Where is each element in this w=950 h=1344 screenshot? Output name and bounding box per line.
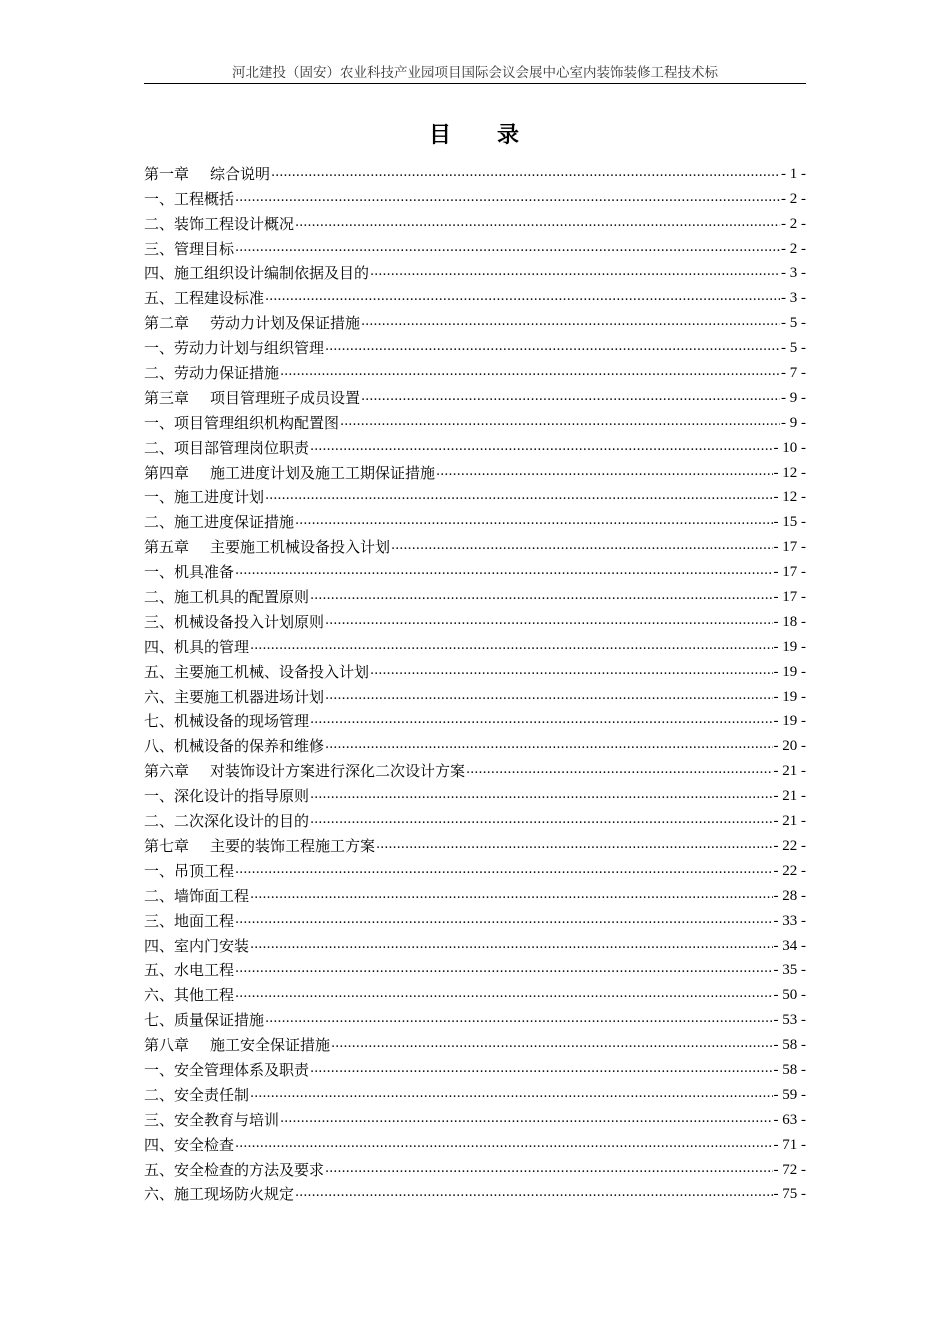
toc-section-entry[interactable] xyxy=(144,1131,806,1156)
toc-entry-label xyxy=(144,1183,294,1205)
toc-chapter-entry[interactable] xyxy=(144,757,806,782)
toc-section-entry[interactable] xyxy=(144,558,806,583)
toc-entry-label xyxy=(144,636,249,658)
dot-leader xyxy=(310,586,772,606)
toc-entry-text: 七、质量保证措施 xyxy=(144,1011,265,1030)
toc-entry-text: 主要的装饰工程施工方案 xyxy=(210,836,376,855)
toc-section-entry[interactable] xyxy=(144,359,806,384)
toc-entry-text: 综合说明 xyxy=(210,164,271,183)
dot-leader xyxy=(235,561,772,581)
toc-entry-label xyxy=(144,511,294,533)
toc-page-number: - 28 - xyxy=(773,887,806,904)
toc-chapter-number: 第四章 xyxy=(144,463,190,482)
toc-section-entry[interactable] xyxy=(144,185,806,210)
dot-leader xyxy=(295,511,772,531)
toc-chapter-number: 第一章 xyxy=(144,164,190,183)
dot-leader xyxy=(391,536,772,556)
toc-entry-text: 三、管理目标 xyxy=(144,239,235,258)
header-rule xyxy=(144,83,806,84)
toc-section-entry[interactable] xyxy=(144,260,806,285)
toc-section-entry[interactable] xyxy=(144,708,806,733)
dot-leader xyxy=(436,462,772,482)
dot-leader xyxy=(235,238,780,258)
toc-chapter-number: 第六章 xyxy=(144,762,190,781)
toc-entry-text: 五、安全检查的方法及要求 xyxy=(144,1160,325,1179)
toc-section-entry[interactable] xyxy=(144,683,806,708)
toc-chapter-entry[interactable] xyxy=(144,384,806,409)
dot-leader xyxy=(325,735,772,755)
toc-page-number: - 19 - xyxy=(773,663,806,680)
toc-entry-text: 三、机械设备投入计划原则 xyxy=(144,612,325,631)
toc-entry-text: 二、项目部管理岗位职责 xyxy=(144,438,310,457)
toc-page-number: - 9 - xyxy=(781,389,806,406)
dot-leader xyxy=(265,1009,772,1029)
dot-leader xyxy=(250,636,772,656)
toc-section-entry[interactable] xyxy=(144,1081,806,1106)
toc-page-number: - 21 - xyxy=(773,813,806,830)
toc-entry-label xyxy=(144,910,234,932)
toc-section-entry[interactable] xyxy=(144,608,806,633)
toc-section-entry[interactable] xyxy=(144,882,806,907)
toc-page-number: - 58 - xyxy=(773,1061,806,1078)
toc-entry-text: 施工进度计划及施工工期保证措施 xyxy=(210,463,436,482)
toc-entry-text: 六、其他工程 xyxy=(144,986,235,1005)
dot-leader xyxy=(340,412,780,432)
dot-leader xyxy=(310,785,772,805)
toc-entry-text: 二、墙饰面工程 xyxy=(144,886,250,905)
toc-entry-text: 二、劳动力保证措施 xyxy=(144,364,280,383)
toc-entry-text: 施工安全保证措施 xyxy=(210,1036,331,1055)
toc-section-entry[interactable] xyxy=(144,981,806,1006)
dot-leader xyxy=(376,835,772,855)
dot-leader xyxy=(295,1183,772,1203)
toc-page-number: - 15 - xyxy=(773,514,806,531)
toc-entry-label xyxy=(144,984,234,1006)
toc-entry-text: 主要施工机械设备投入计划 xyxy=(210,538,391,557)
toc-chapter-number: 第七章 xyxy=(144,836,190,855)
toc-page-number: - 75 - xyxy=(773,1186,806,1203)
toc-entry-label xyxy=(144,1084,249,1106)
toc-entry-label xyxy=(144,462,435,484)
toc-entry-label xyxy=(144,1134,234,1156)
toc-entry-text: 七、机械设备的现场管理 xyxy=(144,712,310,731)
toc-page-number: - 59 - xyxy=(773,1086,806,1103)
toc-chapter-number: 第八章 xyxy=(144,1036,190,1055)
toc-entry-text: 四、安全检查 xyxy=(144,1135,235,1154)
dot-leader xyxy=(361,387,780,407)
toc-entry-label xyxy=(144,586,309,608)
toc-entry-text: 三、安全教育与培训 xyxy=(144,1110,280,1129)
toc-entry-text: 二、施工进度保证措施 xyxy=(144,513,295,532)
toc-section-entry[interactable] xyxy=(144,1056,806,1081)
dot-leader xyxy=(310,1059,772,1079)
toc-page-number: - 22 - xyxy=(773,862,806,879)
toc-entry-text: 五、工程建设标准 xyxy=(144,289,265,308)
toc-entry-label xyxy=(144,661,369,683)
dot-leader xyxy=(325,686,772,706)
toc-entry-text: 一、深化设计的指导原则 xyxy=(144,787,310,806)
toc-entry-text: 二、安全责任制 xyxy=(144,1085,250,1104)
toc-section-entry[interactable] xyxy=(144,1106,806,1131)
dot-leader xyxy=(295,213,780,233)
toc-section-entry[interactable] xyxy=(144,957,806,982)
toc-page-number: - 3 - xyxy=(781,290,806,307)
dot-leader xyxy=(325,337,780,357)
toc-page-number: - 35 - xyxy=(773,962,806,979)
toc-page-number: - 17 - xyxy=(773,539,806,556)
toc-entry-text: 一、安全管理体系及职责 xyxy=(144,1060,310,1079)
toc-entry-label xyxy=(144,810,309,832)
toc-entry-text: 五、水电工程 xyxy=(144,961,235,980)
toc-entry-text: 二、施工机具的配置原则 xyxy=(144,588,310,607)
toc-page-number: - 19 - xyxy=(773,638,806,655)
toc-entry-text: 四、机具的管理 xyxy=(144,637,250,656)
toc-entry-label xyxy=(144,1059,309,1081)
toc-entry-text: 一、吊顶工程 xyxy=(144,861,235,880)
toc-entry-text: 二、二次深化设计的目的 xyxy=(144,812,310,831)
toc-page-number: - 2 - xyxy=(781,215,806,232)
toc-section-entry[interactable] xyxy=(144,235,806,260)
toc-chapter-number: 第二章 xyxy=(144,314,190,333)
toc-entry-label xyxy=(144,1109,279,1131)
toc-entry-text: 一、施工进度计划 xyxy=(144,488,265,507)
toc-entry-label xyxy=(144,959,234,981)
toc-page-number: - 72 - xyxy=(773,1161,806,1178)
toc-page-number: - 3 - xyxy=(781,265,806,282)
toc-chapter-entry[interactable] xyxy=(144,1031,806,1056)
dot-leader xyxy=(361,312,780,332)
dot-leader xyxy=(235,984,772,1004)
toc-page-number: - 1 - xyxy=(781,165,806,182)
toc-page-number: - 17 - xyxy=(773,589,806,606)
dot-leader xyxy=(370,661,772,681)
dot-leader xyxy=(466,760,772,780)
toc-entry-label xyxy=(144,735,324,757)
toc-section-entry[interactable] xyxy=(144,210,806,235)
toc-page-number: - 9 - xyxy=(781,414,806,431)
toc-section-entry[interactable] xyxy=(144,1181,806,1206)
toc-title-left: 目 xyxy=(428,123,453,148)
toc-entry-text: 五、主要施工机械、设备投入计划 xyxy=(144,662,370,681)
toc-entry-label xyxy=(144,935,249,957)
toc-entry-label xyxy=(144,362,279,384)
toc-page-number: - 12 - xyxy=(773,464,806,481)
toc-section-entry[interactable] xyxy=(144,1006,806,1031)
toc-entry-text: 项目管理班子成员设置 xyxy=(210,388,361,407)
toc-entry-label xyxy=(144,262,369,284)
dot-leader xyxy=(280,362,780,382)
dot-leader xyxy=(235,1134,772,1154)
toc-chapter-number: 第三章 xyxy=(144,388,190,407)
toc-section-entry[interactable] xyxy=(144,484,806,509)
toc-section-entry[interactable] xyxy=(144,907,806,932)
toc-entry-label xyxy=(144,885,249,907)
toc-entry-text: 八、机械设备的保养和维修 xyxy=(144,737,325,756)
toc-page-number: - 21 - xyxy=(773,763,806,780)
toc-page-number: - 33 - xyxy=(773,912,806,929)
toc-section-entry[interactable] xyxy=(144,782,806,807)
toc-section-entry[interactable] xyxy=(144,633,806,658)
toc-entry-text: 三、地面工程 xyxy=(144,911,235,930)
toc-chapter-entry[interactable] xyxy=(144,533,806,558)
toc-page-number: - 20 - xyxy=(773,738,806,755)
toc-entry-label xyxy=(144,163,270,185)
toc-entry-label xyxy=(144,561,234,583)
toc-entry-label xyxy=(144,213,294,235)
toc-page-number: - 18 - xyxy=(773,613,806,630)
dot-leader xyxy=(235,188,780,208)
toc-section-entry[interactable] xyxy=(144,932,806,957)
dot-leader xyxy=(265,287,780,307)
dot-leader xyxy=(250,1084,772,1104)
dot-leader xyxy=(325,1159,772,1179)
toc-section-entry[interactable] xyxy=(144,284,806,309)
dot-leader xyxy=(235,910,772,930)
toc-section-entry[interactable] xyxy=(144,807,806,832)
dot-leader xyxy=(235,959,772,979)
toc-entry-text: 四、施工组织设计编制依据及目的 xyxy=(144,264,370,283)
dot-leader xyxy=(235,860,772,880)
toc-entry-text: 二、装饰工程设计概况 xyxy=(144,214,295,233)
toc-entry-label xyxy=(144,760,465,782)
toc-entry-text: 一、工程概括 xyxy=(144,189,235,208)
dot-leader xyxy=(250,885,772,905)
toc-entry-label xyxy=(144,611,324,633)
toc-entry-text: 六、主要施工机器进场计划 xyxy=(144,687,325,706)
dot-leader xyxy=(310,710,772,730)
toc-section-entry[interactable] xyxy=(144,1156,806,1181)
toc-page-number: - 2 - xyxy=(781,240,806,257)
toc-entry-text: 劳动力计划及保证措施 xyxy=(210,314,361,333)
toc-entry-label xyxy=(144,1009,264,1031)
toc-page-number: - 5 - xyxy=(781,315,806,332)
toc-page-number: - 7 - xyxy=(781,365,806,382)
toc-page-number: - 50 - xyxy=(773,987,806,1004)
toc-entry-text: 一、项目管理组织机构配置图 xyxy=(144,413,340,432)
toc-entry-label xyxy=(144,238,234,260)
toc-section-entry[interactable] xyxy=(144,857,806,882)
toc-section-entry[interactable] xyxy=(144,658,806,683)
toc-entry-text: 一、机具准备 xyxy=(144,563,235,582)
dot-leader xyxy=(310,437,772,457)
toc-entry-label xyxy=(144,686,324,708)
dot-leader xyxy=(280,1109,772,1129)
toc-section-entry[interactable] xyxy=(144,583,806,608)
toc-chapter-entry[interactable] xyxy=(144,160,806,185)
toc-page-number: - 63 - xyxy=(773,1111,806,1128)
toc-chapter-entry[interactable] xyxy=(144,459,806,484)
dot-leader xyxy=(271,163,780,183)
toc-entry-label xyxy=(144,1159,324,1181)
dot-leader xyxy=(250,935,772,955)
toc-section-entry[interactable] xyxy=(144,334,806,359)
toc-page-number: - 19 - xyxy=(773,713,806,730)
dot-leader xyxy=(265,486,772,506)
toc-section-entry[interactable] xyxy=(144,732,806,757)
toc-entry-label xyxy=(144,287,264,309)
toc-entry-label xyxy=(144,860,234,882)
toc-entry-text: 四、室内门安装 xyxy=(144,936,250,955)
toc-page-number: - 17 - xyxy=(773,564,806,581)
toc-section-entry[interactable] xyxy=(144,508,806,533)
toc-entry-label xyxy=(144,835,375,857)
dot-leader xyxy=(331,1034,772,1054)
toc-entry-label xyxy=(144,536,390,558)
toc-section-entry[interactable] xyxy=(144,409,806,434)
toc-page-number: - 58 - xyxy=(773,1037,806,1054)
toc-entry-text: 六、施工现场防火规定 xyxy=(144,1185,295,1204)
toc-title-right: 录 xyxy=(497,123,522,148)
toc-entry-label xyxy=(144,412,339,434)
toc-page-number: - 10 - xyxy=(773,439,806,456)
toc-entry-label xyxy=(144,337,324,359)
toc-entry-label xyxy=(144,188,234,210)
toc-page-number: - 21 - xyxy=(773,788,806,805)
toc-page-number: - 34 - xyxy=(773,937,806,954)
toc-page-number: - 53 - xyxy=(773,1012,806,1029)
toc-page-number: - 19 - xyxy=(773,688,806,705)
toc-entry-label xyxy=(144,437,309,459)
toc-section-entry[interactable] xyxy=(144,434,806,459)
toc-entry-label xyxy=(144,1034,330,1056)
toc-entry-label xyxy=(144,387,360,409)
toc-chapter-entry[interactable] xyxy=(144,309,806,334)
toc-chapter-entry[interactable] xyxy=(144,832,806,857)
toc-entry-label xyxy=(144,785,309,807)
toc-entry-text: 对装饰设计方案进行深化二次设计方案 xyxy=(210,762,466,781)
toc-entry-label xyxy=(144,312,360,334)
toc-page-number: - 2 - xyxy=(781,190,806,207)
toc-entry-text: 一、劳动力计划与组织管理 xyxy=(144,339,325,358)
toc-list xyxy=(144,160,806,1205)
toc-chapter-number: 第五章 xyxy=(144,538,190,557)
toc-page-number: - 22 - xyxy=(773,837,806,854)
dot-leader xyxy=(325,611,772,631)
dot-leader xyxy=(370,262,780,282)
running-header: 河北建投（固安）农业科技产业园项目国际会议会展中心室内装饰装修工程技术标 xyxy=(232,65,718,81)
toc-entry-label xyxy=(144,486,264,508)
toc-entry-label xyxy=(144,710,309,732)
toc-page-number: - 71 - xyxy=(773,1136,806,1153)
toc-title xyxy=(144,122,806,150)
dot-leader xyxy=(310,810,772,830)
toc-page-number: - 5 - xyxy=(781,340,806,357)
toc-page-number: - 12 - xyxy=(773,489,806,506)
